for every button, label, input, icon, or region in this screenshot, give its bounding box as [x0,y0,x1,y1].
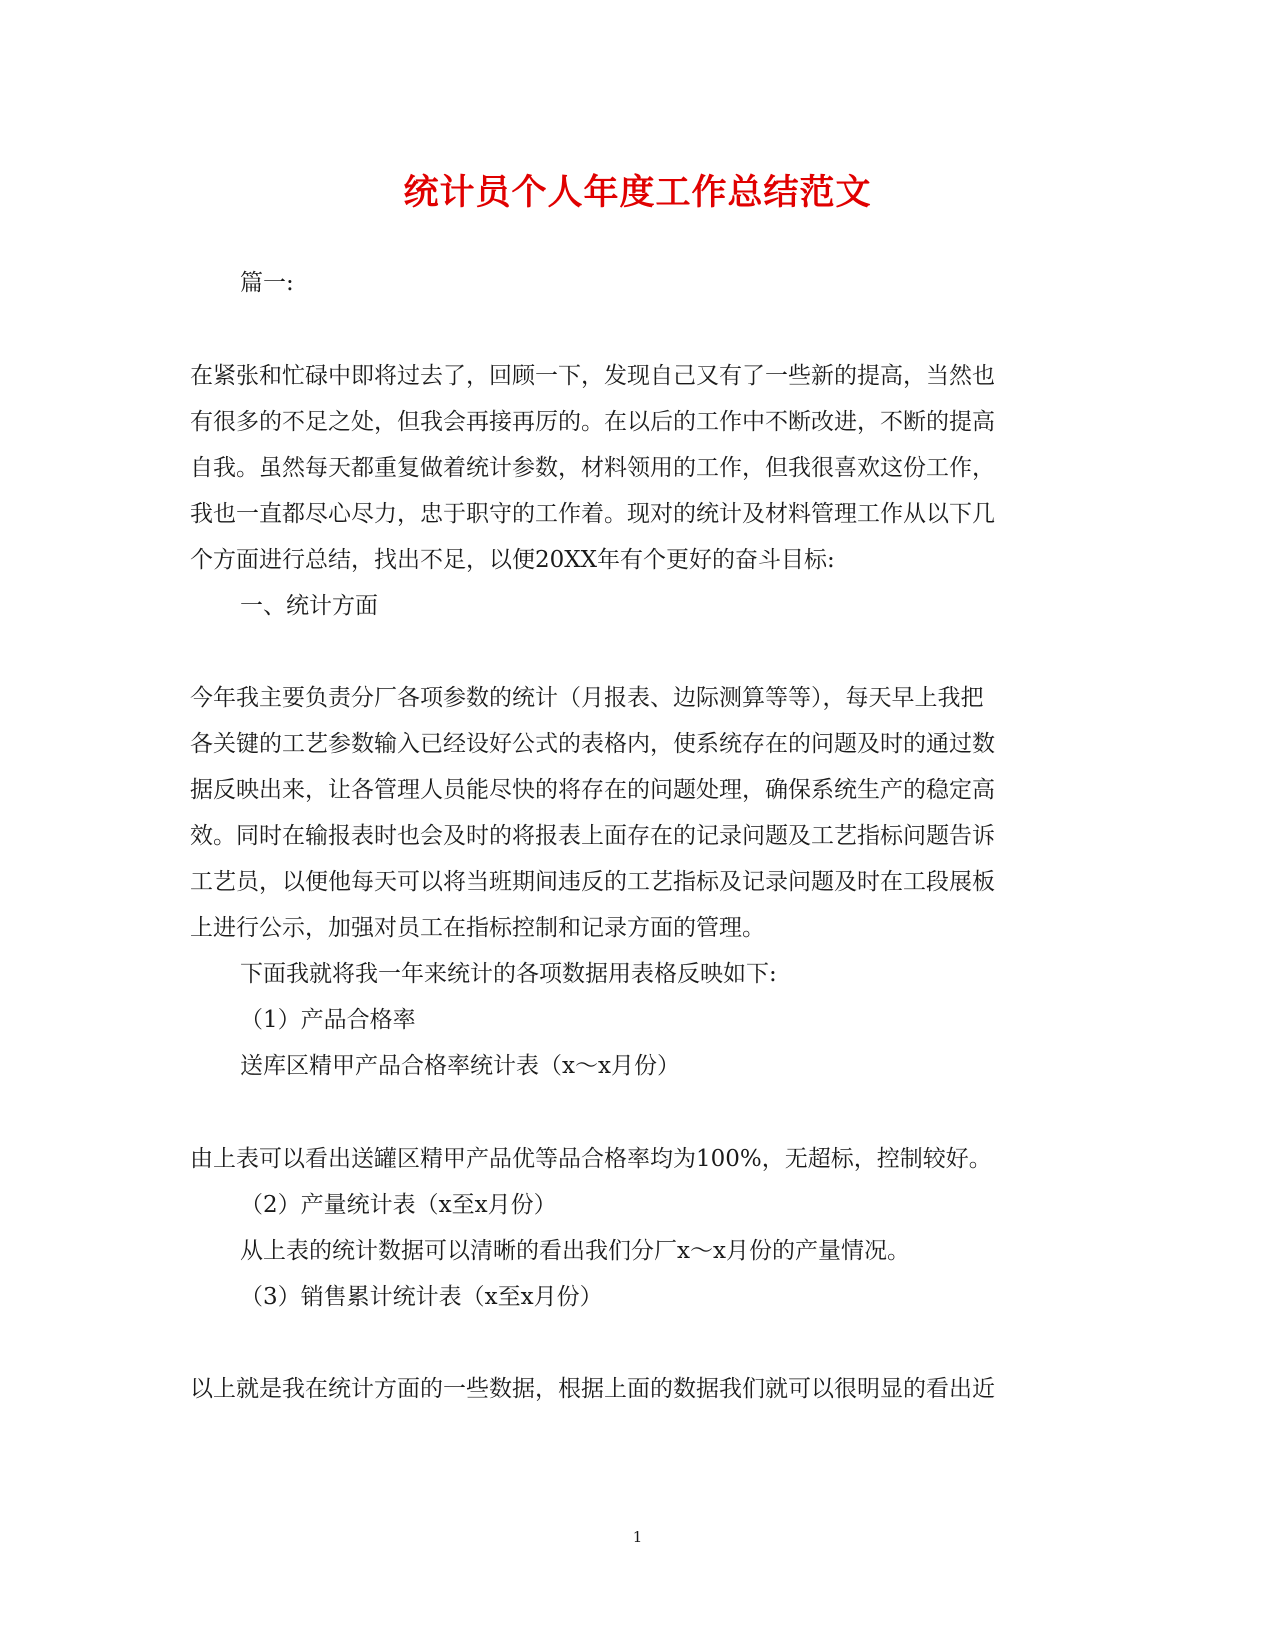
paragraph-line: 各关键的工艺参数输入已经设好公式的表格内，使系统存在的问题及时的通过数 [190,731,995,757]
paragraph-line: 自我。虽然每天都重复做着统计参数，材料领用的工作，但我很喜欢这份工作， [190,455,995,481]
paragraph-line: 我也一直都尽心尽力，忠于职守的工作着。现对的统计及材料管理工作从以下几 [190,501,995,527]
paragraph-line: 以上就是我在统计方面的一些数据，根据上面的数据我们就可以很明显的看出近 [190,1376,995,1402]
paragraph-line: 个方面进行总结，找出不足，以便20XX年有个更好的奋斗目标: [190,547,835,573]
paragraph-line: 在紧张和忙碌中即将过去了，回顾一下，发现自己又有了一些新的提高，当然也 [190,363,995,389]
paragraph-line: 工艺员，以便他每天可以将当班期间违反的工艺指标及记录问题及时在工段展板 [190,869,995,895]
item-heading: （1）产品合格率 [240,1007,416,1033]
item-heading: （2）产量统计表（x至x月份） [240,1192,557,1218]
table-caption: 送库区精甲产品合格率统计表（x～x月份） [240,1053,680,1079]
section-label: 篇一: [240,270,294,296]
paragraph-line: 效。同时在输报表时也会及时的将报表上面存在的记录问题及工艺指标问题告诉 [190,823,995,849]
page-number: 1 [632,1528,643,1546]
table-intro-line: 下面我就将我一年来统计的各项数据用表格反映如下: [240,961,777,987]
document-title: 统计员个人年度工作总结范文 [403,172,872,213]
conclusion-line: 由上表可以看出送罐区精甲产品优等品合格率均为100%，无超标，控制较好。 [190,1146,992,1172]
conclusion-line: 从上表的统计数据可以清晰的看出我们分厂x～x月份的产量情况。 [240,1238,910,1264]
section-heading: 一、统计方面 [240,593,378,619]
paragraph-line: 上进行公示，加强对员工在指标控制和记录方面的管理。 [190,915,765,941]
item-heading: （3）销售累计统计表（x至x月份） [240,1284,603,1310]
paragraph-line: 有很多的不足之处，但我会再接再厉的。在以后的工作中不断改进，不断的提高 [190,409,995,435]
paragraph-line: 据反映出来，让各管理人员能尽快的将存在的问题处理，确保系统生产的稳定高 [190,777,995,803]
paragraph-line: 今年我主要负责分厂各项参数的统计（月报表、边际测算等等），每天早上我把 [190,685,984,711]
